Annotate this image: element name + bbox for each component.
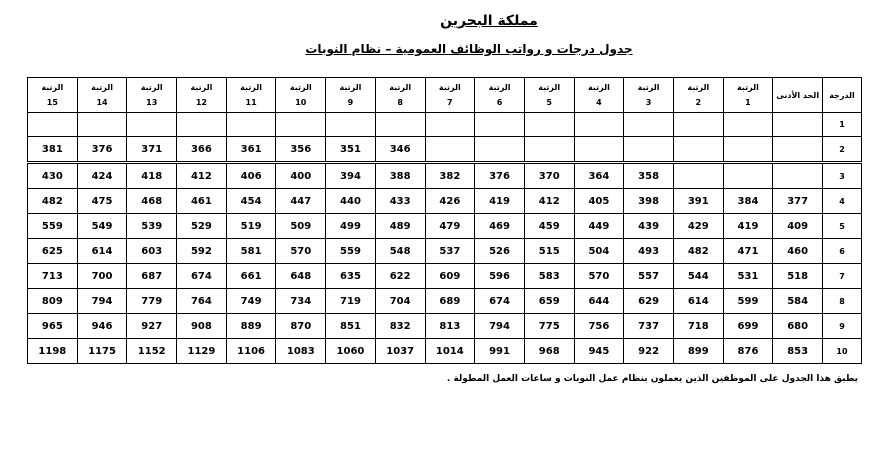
rank-word: الرتبة bbox=[538, 83, 561, 92]
salary-table bbox=[27, 77, 862, 364]
salary-cell bbox=[723, 113, 773, 137]
salary-cell: 734 bbox=[276, 289, 326, 314]
salary-cell bbox=[77, 113, 127, 137]
degree-cell: 1 bbox=[823, 113, 862, 137]
salary-cell: 461 bbox=[177, 189, 227, 214]
salary-cell bbox=[673, 113, 723, 137]
title-text: مملكة البحرين bbox=[440, 13, 538, 29]
salary-cell: 381 bbox=[28, 137, 78, 163]
salary-cell: 583 bbox=[524, 264, 574, 289]
salary-cell: 426 bbox=[425, 189, 475, 214]
salary-cell bbox=[624, 137, 674, 163]
salary-cell: 482 bbox=[28, 189, 78, 214]
salary-cell: 482 bbox=[673, 239, 723, 264]
rank-header bbox=[425, 78, 475, 113]
degree-cell: 3 bbox=[823, 163, 862, 189]
rank-header bbox=[326, 78, 376, 113]
degree-cell: 10 bbox=[823, 339, 862, 364]
rank-header bbox=[673, 78, 723, 113]
table-row bbox=[28, 163, 862, 189]
salary-cell: 570 bbox=[574, 264, 624, 289]
min-cell: 518 bbox=[773, 264, 823, 289]
salary-cell: 659 bbox=[524, 289, 574, 314]
min-cell: 409 bbox=[773, 214, 823, 239]
rank-number: 9 bbox=[347, 98, 354, 107]
rank-header bbox=[524, 78, 574, 113]
salary-cell: 749 bbox=[226, 289, 276, 314]
rank-number: 2 bbox=[695, 98, 702, 107]
salary-cell: 614 bbox=[673, 289, 723, 314]
salary-cell: 908 bbox=[177, 314, 227, 339]
salary-cell: 371 bbox=[127, 137, 177, 163]
min-cell: 680 bbox=[773, 314, 823, 339]
salary-cell: 405 bbox=[574, 189, 624, 214]
salary-cell: 557 bbox=[624, 264, 674, 289]
rank-word: الرتبة bbox=[339, 83, 362, 92]
rank-word: الرتبة bbox=[637, 83, 660, 92]
footnote: يطبق هذا الجدول على الموظفين الذين يعملون بنظام عمل النوبات و ساعات العمل المطولة . bbox=[446, 374, 858, 384]
rank-word: الرتبة bbox=[737, 83, 759, 92]
rank-word: الرتبة bbox=[587, 83, 610, 92]
rank-header bbox=[723, 78, 773, 113]
salary-cell bbox=[276, 113, 326, 137]
salary-cell: 922 bbox=[624, 339, 674, 364]
salary-cell: 599 bbox=[723, 289, 773, 314]
salary-cell: 394 bbox=[326, 163, 376, 189]
degree-cell: 7 bbox=[823, 264, 862, 289]
salary-cell: 700 bbox=[77, 264, 127, 289]
salary-cell bbox=[624, 113, 674, 137]
salary-cell: 468 bbox=[127, 189, 177, 214]
salary-cell: 454 bbox=[226, 189, 276, 214]
degree-cell: 9 bbox=[823, 314, 862, 339]
table-row bbox=[28, 339, 862, 364]
rank-number: 12 bbox=[195, 98, 207, 107]
table-row bbox=[28, 113, 862, 137]
min-cell bbox=[773, 137, 823, 163]
salary-cell bbox=[28, 113, 78, 137]
min-cell bbox=[773, 163, 823, 189]
salary-cell bbox=[524, 113, 574, 137]
salary-cell: 504 bbox=[574, 239, 624, 264]
rank-word: الرتبة bbox=[289, 83, 312, 92]
table-row bbox=[28, 137, 862, 163]
salary-cell: 674 bbox=[177, 264, 227, 289]
salary-cell: 991 bbox=[475, 339, 525, 364]
salary-cell: 648 bbox=[276, 264, 326, 289]
salary-cell: 794 bbox=[475, 314, 525, 339]
salary-cell: 419 bbox=[723, 214, 773, 239]
salary-cell: 549 bbox=[77, 214, 127, 239]
rank-header bbox=[624, 78, 674, 113]
rank-number: 14 bbox=[96, 98, 108, 107]
salary-cell: 388 bbox=[375, 163, 425, 189]
salary-cell: 537 bbox=[425, 239, 475, 264]
rank-number: 15 bbox=[46, 98, 58, 107]
salary-cell: 889 bbox=[226, 314, 276, 339]
salary-cell: 1198 bbox=[28, 339, 78, 364]
subtitle-text: جدول درجات و رواتب الوظائف العمومية – نظام النوبات bbox=[305, 42, 633, 56]
degree-cell: 4 bbox=[823, 189, 862, 214]
salary-cell bbox=[574, 137, 624, 163]
salary-cell: 459 bbox=[524, 214, 574, 239]
salary-cell: 475 bbox=[77, 189, 127, 214]
salary-cell: 581 bbox=[226, 239, 276, 264]
rank-word: الرتبة bbox=[190, 83, 213, 92]
salary-cell: 1014 bbox=[425, 339, 475, 364]
rank-number: 11 bbox=[245, 98, 257, 107]
rank-word: الرتبة bbox=[389, 83, 412, 92]
salary-cell bbox=[326, 113, 376, 137]
salary-cell: 479 bbox=[425, 214, 475, 239]
rank-number: 5 bbox=[546, 98, 552, 107]
salary-cell: 876 bbox=[723, 339, 773, 364]
salary-cell bbox=[723, 137, 773, 163]
salary-cell: 699 bbox=[723, 314, 773, 339]
salary-cell: 689 bbox=[425, 289, 475, 314]
rank-header bbox=[574, 78, 624, 113]
salary-cell: 471 bbox=[723, 239, 773, 264]
rank-number: 10 bbox=[295, 98, 307, 107]
salary-cell: 398 bbox=[624, 189, 674, 214]
salary-cell bbox=[574, 113, 624, 137]
salary-cell: 704 bbox=[375, 289, 425, 314]
salary-cell: 775 bbox=[524, 314, 574, 339]
salary-cell: 424 bbox=[77, 163, 127, 189]
salary-cell bbox=[226, 113, 276, 137]
degree-cell: 8 bbox=[823, 289, 862, 314]
salary-cell: 493 bbox=[624, 239, 674, 264]
salary-cell: 548 bbox=[375, 239, 425, 264]
salary-cell: 764 bbox=[177, 289, 227, 314]
salary-cell: 469 bbox=[475, 214, 525, 239]
salary-cell bbox=[375, 113, 425, 137]
rank-word: الرتبة bbox=[438, 83, 461, 92]
salary-cell: 559 bbox=[326, 239, 376, 264]
rank-number: 1 bbox=[745, 98, 751, 107]
salary-cell: 358 bbox=[624, 163, 674, 189]
salary-cell: 400 bbox=[276, 163, 326, 189]
salary-cell: 603 bbox=[127, 239, 177, 264]
salary-cell: 559 bbox=[28, 214, 78, 239]
salary-cell: 366 bbox=[177, 137, 227, 163]
salary-cell: 519 bbox=[226, 214, 276, 239]
salary-cell: 376 bbox=[77, 137, 127, 163]
salary-cell: 376 bbox=[475, 163, 525, 189]
rank-word: الرتبة bbox=[488, 83, 511, 92]
salary-cell: 351 bbox=[326, 137, 376, 163]
salary-cell: 499 bbox=[326, 214, 376, 239]
salary-cell: 412 bbox=[524, 189, 574, 214]
salary-cell bbox=[673, 137, 723, 163]
degree-cell: 6 bbox=[823, 239, 862, 264]
rank-header bbox=[375, 78, 425, 113]
salary-cell: 674 bbox=[475, 289, 525, 314]
salary-cell: 529 bbox=[177, 214, 227, 239]
salary-cell bbox=[723, 163, 773, 189]
salary-cell: 515 bbox=[524, 239, 574, 264]
salary-cell: 531 bbox=[723, 264, 773, 289]
salary-cell: 570 bbox=[276, 239, 326, 264]
salary-cell: 687 bbox=[127, 264, 177, 289]
rank-header bbox=[177, 78, 227, 113]
salary-cell: 429 bbox=[673, 214, 723, 239]
page-title bbox=[0, 10, 888, 29]
min-cell bbox=[773, 113, 823, 137]
salary-cell: 1129 bbox=[177, 339, 227, 364]
salary-cell: 1083 bbox=[276, 339, 326, 364]
salary-cell: 1152 bbox=[127, 339, 177, 364]
salary-cell: 346 bbox=[375, 137, 425, 163]
salary-cell: 592 bbox=[177, 239, 227, 264]
salary-cell: 1037 bbox=[375, 339, 425, 364]
salary-cell: 614 bbox=[77, 239, 127, 264]
salary-cell: 946 bbox=[77, 314, 127, 339]
salary-cell: 899 bbox=[673, 339, 723, 364]
salary-cell: 433 bbox=[375, 189, 425, 214]
salary-cell: 370 bbox=[524, 163, 574, 189]
salary-cell: 526 bbox=[475, 239, 525, 264]
salary-cell: 870 bbox=[276, 314, 326, 339]
salary-cell: 965 bbox=[28, 314, 78, 339]
salary-cell: 644 bbox=[574, 289, 624, 314]
salary-cell bbox=[475, 113, 525, 137]
degree-header: الدرجة bbox=[823, 78, 862, 113]
salary-cell: 406 bbox=[226, 163, 276, 189]
table-row bbox=[28, 189, 862, 214]
salary-cell: 419 bbox=[475, 189, 525, 214]
salary-cell: 794 bbox=[77, 289, 127, 314]
salary-cell: 629 bbox=[624, 289, 674, 314]
rank-word: الرتبة bbox=[41, 83, 64, 92]
rank-header bbox=[475, 78, 525, 113]
min-cell: 377 bbox=[773, 189, 823, 214]
salary-cell: 364 bbox=[574, 163, 624, 189]
salary-cell: 1060 bbox=[326, 339, 376, 364]
salary-cell: 713 bbox=[28, 264, 78, 289]
salary-cell: 361 bbox=[226, 137, 276, 163]
salary-cell: 1106 bbox=[226, 339, 276, 364]
salary-cell: 718 bbox=[673, 314, 723, 339]
salary-cell: 439 bbox=[624, 214, 674, 239]
salary-cell: 430 bbox=[28, 163, 78, 189]
salary-cell: 449 bbox=[574, 214, 624, 239]
salary-cell: 440 bbox=[326, 189, 376, 214]
salary-cell: 737 bbox=[624, 314, 674, 339]
table-row bbox=[28, 239, 862, 264]
rank-word: الرتبة bbox=[140, 83, 163, 92]
rank-number: 7 bbox=[447, 98, 453, 107]
salary-cell bbox=[524, 137, 574, 163]
salary-cell: 384 bbox=[723, 189, 773, 214]
rank-number: 4 bbox=[596, 98, 602, 107]
min-header: الحد الأدنى bbox=[773, 78, 823, 113]
min-cell: 584 bbox=[773, 289, 823, 314]
rank-header bbox=[77, 78, 127, 113]
table-row bbox=[28, 314, 862, 339]
salary-cell: 945 bbox=[574, 339, 624, 364]
salary-cell: 412 bbox=[177, 163, 227, 189]
salary-cell: 356 bbox=[276, 137, 326, 163]
salary-cell: 927 bbox=[127, 314, 177, 339]
salary-cell: 544 bbox=[673, 264, 723, 289]
salary-cell: 489 bbox=[375, 214, 425, 239]
salary-cell: 635 bbox=[326, 264, 376, 289]
salary-cell: 756 bbox=[574, 314, 624, 339]
salary-cell: 779 bbox=[127, 289, 177, 314]
salary-cell: 719 bbox=[326, 289, 376, 314]
rank-number: 6 bbox=[496, 98, 503, 107]
rank-number: 13 bbox=[146, 98, 158, 107]
degree-cell: 2 bbox=[823, 137, 862, 163]
salary-cell: 968 bbox=[524, 339, 574, 364]
salary-cell: 622 bbox=[375, 264, 425, 289]
rank-number: 3 bbox=[645, 98, 652, 107]
rank-word: الرتبة bbox=[91, 83, 113, 92]
rank-header bbox=[127, 78, 177, 113]
salary-cell: 661 bbox=[226, 264, 276, 289]
salary-cell bbox=[425, 137, 475, 163]
min-cell: 460 bbox=[773, 239, 823, 264]
rank-header bbox=[226, 78, 276, 113]
rank-header bbox=[276, 78, 326, 113]
salary-cell bbox=[177, 113, 227, 137]
table-row bbox=[28, 289, 862, 314]
page-subtitle bbox=[0, 38, 888, 57]
salary-cell bbox=[127, 113, 177, 137]
salary-cell: 509 bbox=[276, 214, 326, 239]
salary-cell: 809 bbox=[28, 289, 78, 314]
salary-cell: 851 bbox=[326, 314, 376, 339]
salary-cell bbox=[475, 137, 525, 163]
rank-header bbox=[28, 78, 78, 113]
salary-cell: 418 bbox=[127, 163, 177, 189]
salary-cell: 596 bbox=[475, 264, 525, 289]
table-row bbox=[28, 214, 862, 239]
salary-cell: 382 bbox=[425, 163, 475, 189]
salary-cell: 447 bbox=[276, 189, 326, 214]
salary-cell: 832 bbox=[375, 314, 425, 339]
degree-cell: 5 bbox=[823, 214, 862, 239]
rank-word: الرتبة bbox=[240, 83, 263, 92]
rank-number: 8 bbox=[397, 98, 403, 107]
salary-cell: 539 bbox=[127, 214, 177, 239]
salary-cell: 609 bbox=[425, 264, 475, 289]
table-row bbox=[28, 264, 862, 289]
salary-cell: 1175 bbox=[77, 339, 127, 364]
min-cell: 853 bbox=[773, 339, 823, 364]
salary-cell bbox=[425, 113, 475, 137]
salary-cell: 813 bbox=[425, 314, 475, 339]
rank-word: الرتبة bbox=[687, 83, 710, 92]
salary-cell: 391 bbox=[673, 189, 723, 214]
salary-cell bbox=[673, 163, 723, 189]
salary-cell: 625 bbox=[28, 239, 78, 264]
header-row bbox=[28, 78, 862, 113]
